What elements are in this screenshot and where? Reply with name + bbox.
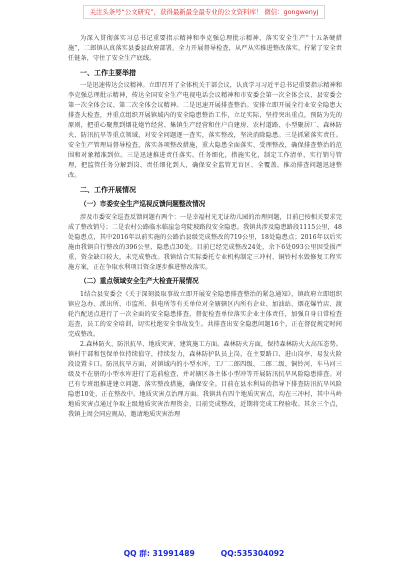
intro-paragraph: 为深入贯彻落实习总书记重要指示精神和李克强总理批示精神，落实安全生产“十五条硬措施”，二郎镇认真落实县委县政府部署，全力开展督导检查，从严从实推进整改落实，拧紧了安全责任链条，守住了安全生产底线。 bbox=[68, 35, 342, 62]
section-1-title: 一、工作主要举措 bbox=[80, 69, 136, 77]
subsection-1-title: （一）市委安全生产巡视反馈问题整改情况 bbox=[80, 200, 206, 208]
subsection-1-paragraph: 涉及市委安全巡查反馈问题有两个：一是幸福村光无证幼儿园的治理问题，目前已按相关要求完成了整改销号；二是农村公路临水临崖急弯陡坡路段安全隐患。我镇共涉及隐患路段1115公里，48处隐患点，其中2016年以前实施的公路治县级完成整改的719公里，18处隐患点；2016年以后实施由我镇自行整改的396公里，隐患点30处。目前已经完成整改24处，余下6处093公里因受损严重，资金缺口较大，未完成整改。我镇结合实际委托专业机构制定三冲村、铜铃村水毁修复工程实施方案，正在争取水利项目资金逐步推进整改落实。 bbox=[68, 214, 342, 271]
footer-qq: QQ:535304092 bbox=[220, 548, 285, 558]
section-2-title: 二、工作开展情况 bbox=[80, 186, 136, 194]
top-banner bbox=[0, 3, 408, 21]
footer-qq-group: QQ 群: 31991489 bbox=[123, 548, 195, 558]
subsection-2-paragraph-1: 1结合县安委会《关于深刻汲取事故立即开展安全隐患排查整治的紧急通知》，镇政府立即组织镇应急办、派出所、市监所、供电所等有关单位对全辖辖区内所有企业、加油站、烟花爆竹店、渡轮汽配送点进行了一次全面的安全隐患排查，督促检查单位落实企业主体责任，加强自身日常检查巡查，员工的安全培训，切实杜绝安全事故发生。共排查出安全隐患问题16个，正在督促规定时间完成整改。 bbox=[68, 291, 342, 338]
banner-text: 关注头条号“公文研究”，获得最新最全最专业的公文资料库！ 微信：gongwenyj bbox=[83, 5, 326, 19]
footer-contact bbox=[0, 546, 408, 560]
subsection-2-paragraph-2: 2.森林防火、防汛抗旱、地质灾害、建筑施工方面。森林防火方面，保持森林防火大高压态势。镇村干部和包保单位持续值守，持续发力，森林防护队员上岗，在主要路口、进山岗亭、易发火险段设置卡口。防汛抗旱方面，对镇域内的小型水库、工厂二郎四级、二郎二级、铜铃河、车马河三级及不在册的小型水库进行了巡前检查，并对辖区各主体小型冲等开展防汛抗旱风险隐患排查。对已有专班组推进建立问题、落实整改措施，确保安全。目前在县水利局的指导下排查防汛抗旱风险隐患10处，正在整改中。地质灾害点治理方面。我镇共有四个地质灾害点，均在三冲村，其中马岭地质灾害点通过争取上级地质灾害治理资金，目前完成整改，近期将完成工程验收。其余三个点，我镇上周会同应规局，邀请地质灾害治理 bbox=[68, 341, 342, 418]
subsection-2-title: （二）重点领域安全生产大检查开展情况 bbox=[80, 277, 199, 285]
section-1-paragraph: 一是迅速传达会议精神。立即召开了全体机关干部会议，认真学习习近平总书记重要指示精神和李克强总理批示精神，传达全国安全生产电视电话会议精神和市安委会第一次全体会议、县安委会第一次全体会议、第二次全体会议精神。二是迅速开展排查整治。安排立即开展全行业安全隐患大排查大检查，并重点组织开展镇域内的安全隐患整治工作，立足实际，坚持突出重点，预防为先的原则，把重心聚焦到烟花炮竹经营、集镇生产经营和住户自建房、农村道路、小型聚居厂、森林防火、防汛抗旱等重点领域，对安全问题逐一查实，落实整改，坚决消除隐患。三是抓紧落实责任。安全生产管理局督导检查，落实各项整改措施，重大隐患全面落实、受理整改，确保排查整治的范围和对象精准到位。三是迅速推进责任落实。任务细化，措施实化，制定工作清单、实行销号管理，把监管任务分解到岗、责任细化到人，确保安全监管无盲区、全覆盖，推动排查问题迅速整改。 bbox=[68, 82, 342, 179]
document-page bbox=[68, 34, 342, 542]
